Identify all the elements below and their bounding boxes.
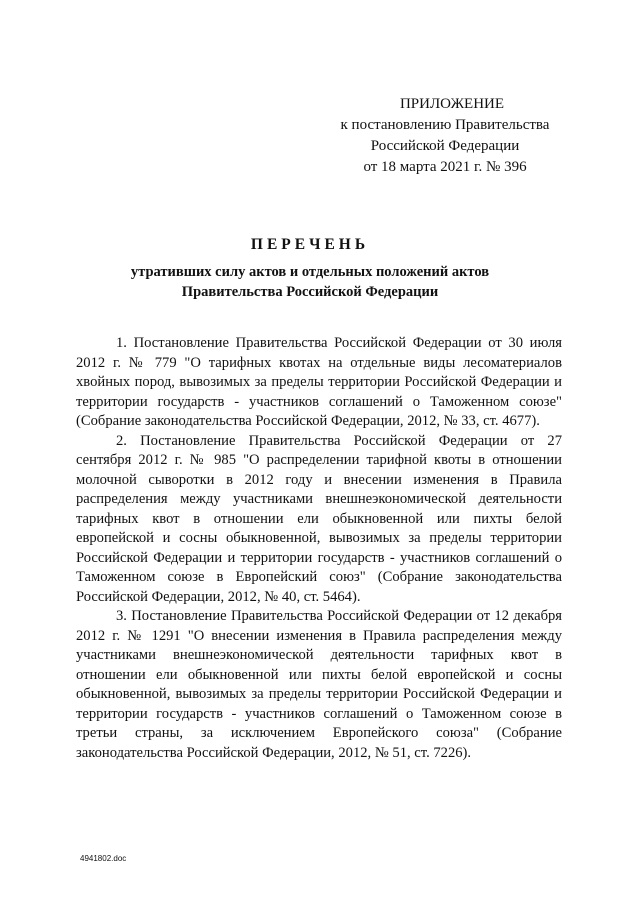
- file-name-footer: 4941802.doc: [80, 854, 127, 863]
- list-item-1: 1. Постановление Правительства Российской Федерации от 30 июля 2012 г. № 779 "О тарифных квотах на отдельные виды лесоматериалов хвойных пород, вывозимых за пределы территории Российской Федерации и территории государств - участников соглашений о Таможенном союзе" (Собрание законодательства Российской Федерации, 2012, № 33, ст. 4677).: [76, 335, 562, 429]
- document-subtitle: [60, 262, 560, 302]
- document-title: ПЕРЕЧЕНЬ: [250, 236, 370, 253]
- list-item-2: 2. Постановление Правительства Российской Федерации от 27 сентября 2012 г. № 985 "О распределении тарифной квоты в отношении молочной сыворотки в 2012 году и внесении изменения в Правила распределения между участниками внешнеэкономической деятельности тарифных квот в отношении ели обыкновенной или пихты белой европейской и сосны обыкновенной, вывозимых за пределы территории Российской Федерации и территории государств - участников соглашений о Таможенном союзе в Европейский союз" (Собрание законодательства Российской Федерации, 2012, № 40, ст. 5464).: [76, 432, 562, 605]
- appendix-line-resolution: к постановлению Правительства: [340, 117, 550, 133]
- document-body: [76, 334, 562, 763]
- subtitle-line-1: утративших силу актов и отдельных положений актов: [130, 264, 490, 280]
- appendix-line-date-number: от 18 марта 2021 г. № 396: [363, 159, 527, 175]
- subtitle-line-2: Правительства Российской Федерации: [181, 284, 439, 300]
- list-item-3: 3. Постановление Правительства Российской Федерации от 12 декабря 2012 г. № 1291 "О внесении изменения в Правила распределения между участниками внешнеэкономической деятельности тарифных квот в отношении ели обыкновенной или пихты белой европейской и сосны обыкновенной, вывозимых за пределы территории Российской Федерации и территории государств - участников соглашений о Таможенном союзе в третьи страны, за исключением Европейского союза" (Собрание законодательства Российской Федерации, 2012, № 51, ст. 7226).: [76, 608, 562, 761]
- appendix-line-country: Российской Федерации: [370, 138, 520, 154]
- appendix-header: [330, 94, 560, 178]
- appendix-title: ПРИЛОЖЕНИЕ: [399, 96, 505, 112]
